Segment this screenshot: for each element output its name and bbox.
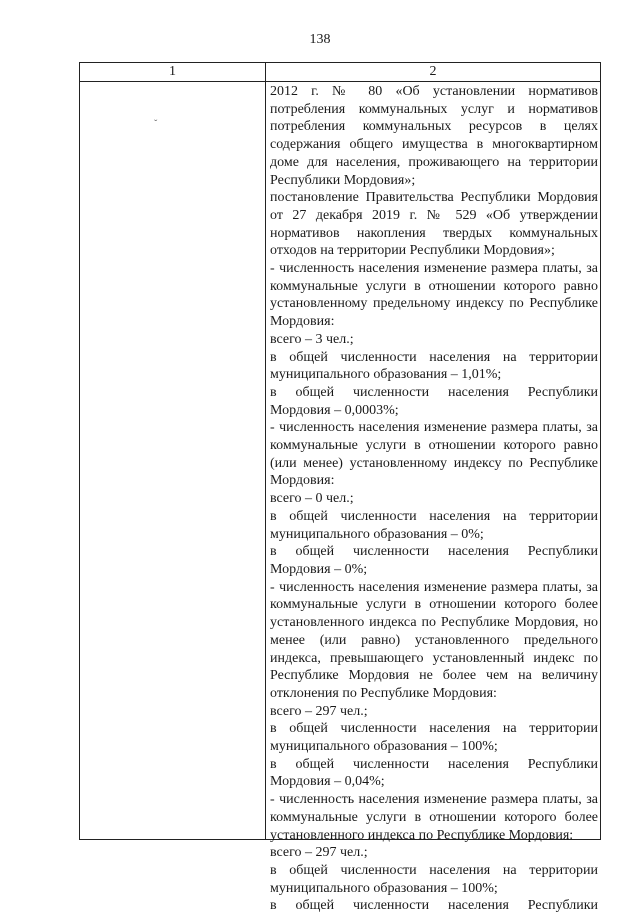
text-line: нормативов накопления твердых коммунальных xyxy=(270,225,598,241)
text-line: в общей численности населения Республики xyxy=(270,544,598,560)
text-line: (или менее) установленному индексу по Республике xyxy=(270,455,598,471)
text-line: Мордовия – 0,04%; xyxy=(270,774,385,790)
text-line: Мордовия – 0,0003%; xyxy=(270,402,399,418)
text-line: установленного индекса по Республике Мордовия, но xyxy=(270,615,598,631)
text-line: потребления коммунальных ресурсов в целях xyxy=(270,119,598,135)
text-line: коммунальные услуги в отношении которого равно xyxy=(270,278,598,294)
text-line: всего – 0 чел.; xyxy=(270,491,354,507)
text-line: - численность населения изменение размера платы, за xyxy=(270,261,598,277)
text-line: Мордовия – 0%; xyxy=(270,561,368,577)
text-line: в общей численности населения на территории xyxy=(270,721,598,737)
text-line: всего – 3 чел.; xyxy=(270,331,354,347)
text-line: в общей численности населения Республики xyxy=(270,898,598,914)
text-line: содержания общего имущества в многоквартирном xyxy=(270,137,598,153)
text-line: от 27 декабря 2019 г. № 529 «Об утверждении xyxy=(270,207,598,223)
text-line: в общей численности населения на территории xyxy=(270,349,598,365)
text-line: установленному предельному индексу по Республике xyxy=(270,296,598,312)
text-line: муниципального образования – 100%; xyxy=(270,880,498,896)
table-cell-text xyxy=(270,83,598,915)
text-line: потребления коммунальных услуг и нормативов xyxy=(270,101,598,117)
text-line: Мордовия: xyxy=(270,473,335,489)
text-line: муниципального образования – 100%; xyxy=(270,739,498,755)
text-line: Мордовия: xyxy=(270,314,335,330)
text-line: в общей численности населения Республики xyxy=(270,756,598,772)
text-line: в общей численности населения Республики xyxy=(270,384,598,400)
text-line: коммунальные услуги в отношении которого равно xyxy=(270,438,598,454)
text-line: установленного индекса по Республике Мордовия: xyxy=(270,827,574,843)
text-line: коммунальные услуги в отношении которого более xyxy=(270,809,598,825)
text-line: постановление Правительства Республики Мордовия xyxy=(270,190,598,206)
text-line: менее (или равно) установленного предельного xyxy=(270,632,598,648)
text-line: всего – 297 чел.; xyxy=(270,703,368,719)
text-line: в общей численности населения на территории xyxy=(270,508,598,524)
text-line: доме для населения, проживающего на территории xyxy=(270,154,598,170)
text-line: Республике Мордовия не более чем на величину xyxy=(270,668,598,684)
text-line: отклонения по Республике Мордовия: xyxy=(270,685,497,701)
text-line: индекса, превышающего установленный индекс по xyxy=(270,650,598,666)
text-line: муниципального образования – 0%; xyxy=(270,526,484,542)
table-header-row xyxy=(80,63,600,82)
text-line: Республики Мордовия»; xyxy=(270,172,416,188)
text-line: - численность населения изменение размера платы, за xyxy=(270,792,598,808)
text-line: отходов на территории Республики Мордовия»; xyxy=(270,243,555,259)
text-line: всего – 297 чел.; xyxy=(270,845,368,861)
text-line: коммунальные услуги в отношении которого более xyxy=(270,597,598,613)
text-line: муниципального образования – 1,01%; xyxy=(270,367,502,383)
column-header-1: 1 xyxy=(169,64,176,79)
text-line: - численность населения изменение размера платы, за xyxy=(270,420,598,436)
column-header-2: 2 xyxy=(429,64,437,79)
page-number: 138 xyxy=(309,32,331,47)
text-line: в общей численности населения на территории xyxy=(270,862,598,878)
scan-mark: ˇ xyxy=(154,119,158,130)
document-table xyxy=(79,62,601,914)
column-divider xyxy=(265,63,266,839)
text-line: - численность населения изменение размера платы, за xyxy=(270,579,598,595)
text-line: 2012 г. № 80 «Об установлении нормативов xyxy=(270,84,598,99)
